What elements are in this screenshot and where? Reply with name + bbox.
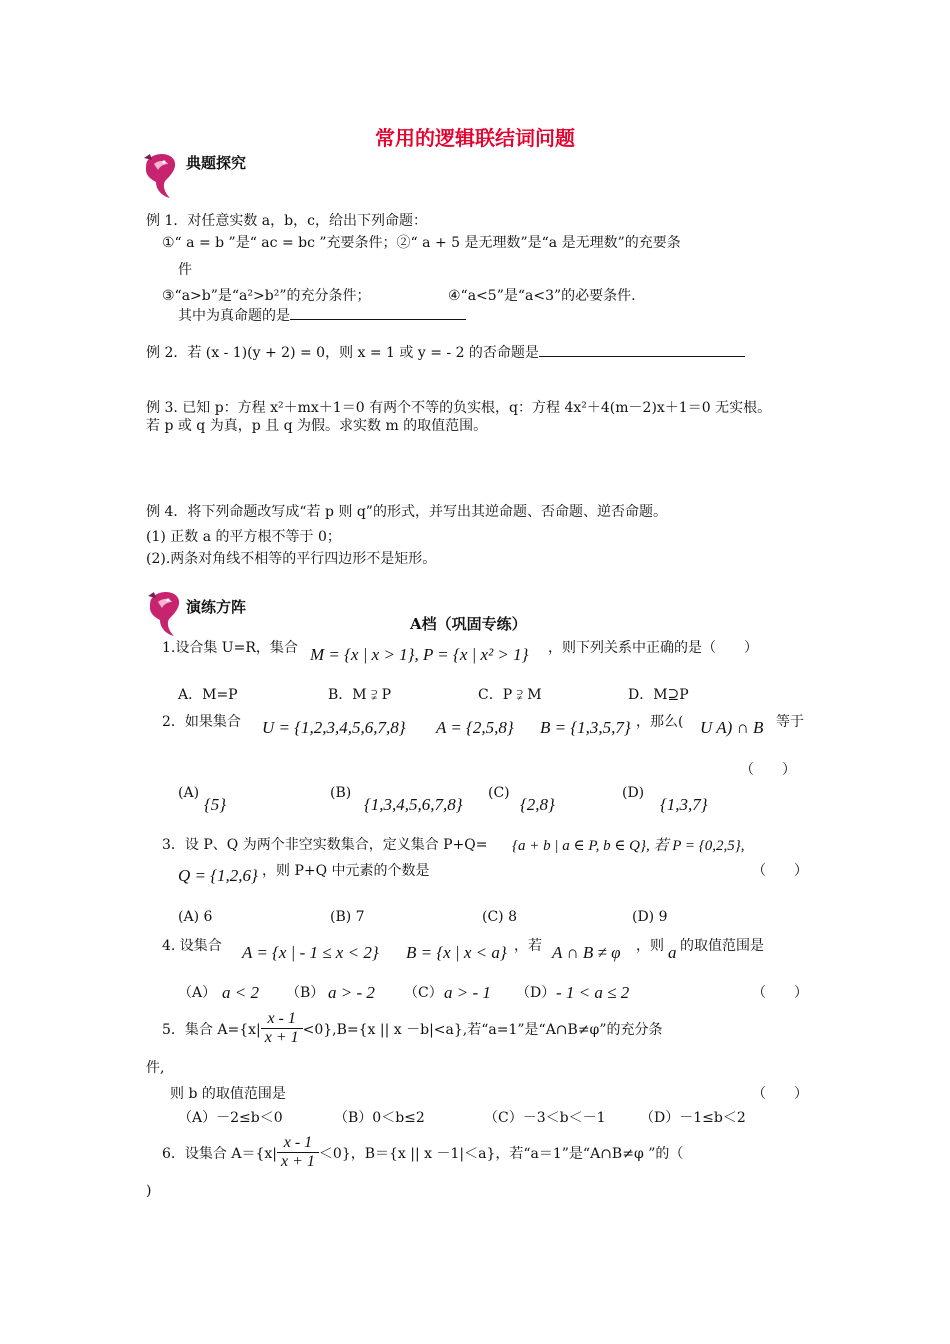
q4-stem-b: ，若 <box>514 938 542 954</box>
q1-option-c[interactable]: C．P ⫌ M <box>478 687 542 703</box>
answer-blank[interactable] <box>290 305 466 320</box>
q5-answer-paren[interactable]: （ ） <box>752 1086 808 1102</box>
ex1-stem: 例 1．对任意实数 a，b，c，给出下列命题： <box>146 213 427 229</box>
ex4-line2: (1) 正数 a 的平方根不等于 0； <box>146 529 341 545</box>
q6-fraction <box>277 1134 319 1171</box>
q5-line3: 则 b 的取值范围是 <box>170 1086 286 1102</box>
q1-stem-b: ，则下列关系中正确的是（ ） <box>548 640 758 656</box>
ex1-question: 其中为真命题的是 <box>178 308 290 324</box>
ex2-text: 例 2．若 (x - 1)(y + 2) = 0，则 x = 1 或 y = - 2 的否命题是 <box>146 345 539 361</box>
q5-denominator: x + 1 <box>264 1029 299 1046</box>
q6-line2: ) <box>146 1183 152 1199</box>
q3-option-b[interactable]: (B) 7 <box>330 909 365 925</box>
q1-stem-a: 1.设合集 U=R，集合 <box>162 640 298 656</box>
q3-answer-paren[interactable]: （ ） <box>752 863 808 879</box>
q3-line2: ，则 P+Q 中元素的个数是 <box>262 863 430 879</box>
q4-var: a <box>668 943 677 962</box>
q3-option-a[interactable]: (A) 6 <box>178 909 213 925</box>
q2-stem-c: 等于 <box>776 714 804 730</box>
q4-option-b[interactable]: a > - 2 <box>328 983 375 1002</box>
dolphin-icon <box>144 588 184 640</box>
q2-option-a-label: (A) <box>178 785 200 801</box>
q5-text-b: <0},B={x || x －b|<a},若“a=1”是“A∩B≠φ”的充分条 <box>302 1021 663 1038</box>
q5-option-a[interactable]: （A）－2≤b＜0 <box>178 1110 283 1126</box>
dolphin-icon <box>140 150 180 202</box>
q2-stem-a: 2．如果集合 <box>162 714 241 730</box>
q6-text-b: ＜0}，B＝{x || x －1|＜a}，若“a＝1”是“A∩B≠φ ”的（ <box>318 1145 684 1162</box>
q1-math: M = {x | x > 1}, P = {x | x² > 1} <box>310 645 529 664</box>
q5-option-d[interactable]: （D）－1≤b＜2 <box>640 1110 746 1126</box>
q2-option-b-label: (B) <box>330 785 352 801</box>
q3-option-c[interactable]: (C) 8 <box>482 909 517 925</box>
q5-numerator: x - 1 <box>261 1010 303 1029</box>
section-heading-practice: 演练方阵 <box>186 598 247 616</box>
q1-option-d[interactable]: D．M⊇P <box>628 687 689 703</box>
q3-math1: {a + b | a ∈ P, b ∈ Q}, 若 P = {0,2,5}, <box>512 838 745 854</box>
q5-line2: 件, <box>146 1060 165 1076</box>
q5-text-a: 5．集合 A={x| <box>162 1021 261 1038</box>
q4-stem-a: 4. 设集合 <box>162 938 222 954</box>
q4-option-d[interactable]: - 1 < a ≤ 2 <box>556 983 630 1002</box>
q4-option-c[interactable]: a > - 1 <box>444 983 491 1002</box>
q2-set-u: U = {1,2,3,4,5,6,7,8} <box>262 718 406 737</box>
q4-option-d-label: （D） <box>516 985 556 1001</box>
ex4-line1: 例 4．将下列命题改写成“若 p 则 q”的形式，并写出其逆命题、否命题、逆否命题。 <box>146 504 667 520</box>
q1-option-b[interactable]: B．M ⫌ P <box>328 687 392 703</box>
q5-fraction <box>261 1010 303 1047</box>
subsection-level-a: A档（巩固专练） <box>410 615 527 633</box>
ex3-line2: 若 p 或 q 为真，p 且 q 为假。求实数 m 的取值范围。 <box>146 418 488 434</box>
q4-stem-c: ，则 <box>636 938 664 954</box>
ex1-line1b: 件 <box>178 262 192 278</box>
ex2-line <box>146 342 745 362</box>
q4-condition: A ∩ B ≠ φ <box>552 943 621 962</box>
q6-numerator: x - 1 <box>277 1134 319 1153</box>
answer-blank[interactable] <box>539 342 745 357</box>
ex1-line2a: ③“a>b”是“a²>b²”的充分条件； <box>162 288 371 304</box>
q5-option-c[interactable]: （C）－3＜b＜－1 <box>484 1110 606 1126</box>
q1-stem <box>162 637 298 657</box>
q2-option-c-label: (C) <box>488 785 510 801</box>
ex1-line1: ①“ a = b ”是“ ac = bc ”充要条件；②“ a + 5 是无理数”是“a 是无理数”的充要条 <box>162 235 681 251</box>
q2-stem-b: ，那么( <box>636 714 684 730</box>
q4-set-a: A = {x | - 1 ≤ x < 2} <box>242 943 379 962</box>
q3-option-d[interactable]: (D) 9 <box>632 909 668 925</box>
q4-option-b-label: （B） <box>286 985 325 1001</box>
q4-option-a-label: （A） <box>178 985 217 1001</box>
q2-option-d-label: (D) <box>622 785 645 801</box>
q2-option-b[interactable]: {1,3,4,5,6,7,8} <box>364 795 463 814</box>
page-title: 常用的逻辑联结词问题 <box>375 126 575 150</box>
q3-math2: Q = {1,2,6} <box>178 866 258 885</box>
q2-expression: U A) ∩ B <box>700 718 764 737</box>
q4-option-a[interactable]: a < 2 <box>222 983 259 1002</box>
q2-answer-paren[interactable]: （ ） <box>740 762 796 778</box>
q5-line1 <box>162 1010 663 1047</box>
ex1-line2b: ④“a<5”是“a<3”的必要条件. <box>448 288 636 304</box>
q1-option-a[interactable]: A．M=P <box>178 687 238 703</box>
q4-answer-paren[interactable]: （ ） <box>752 985 808 1001</box>
section-heading-explore: 典题探究 <box>186 154 247 172</box>
q2-set-b: B = {1,3,5,7} <box>540 718 631 737</box>
q5-option-b[interactable]: （B）0＜b≤2 <box>334 1110 425 1126</box>
q2-option-a[interactable]: {5} <box>204 795 227 814</box>
q3-line1: 3．设 P、Q 为两个非空实数集合，定义集合 P+Q= <box>162 837 488 853</box>
ex1-line3 <box>178 305 466 325</box>
q6-line1 <box>162 1134 683 1171</box>
q6-denominator: x + 1 <box>281 1153 315 1170</box>
q4-set-b: B = {x | x < a} <box>406 943 507 962</box>
q2-option-c[interactable]: {2,8} <box>520 795 555 814</box>
q4-stem-d: 的取值范围是 <box>680 938 764 954</box>
ex4-line3: (2).两条对角线不相等的平行四边形不是矩形。 <box>146 551 437 567</box>
ex3-line1: 例 3. 已知 p：方程 x²＋mx＋1＝0 有两个不等的负实根，q：方程 4x²＋4(m－2)x＋1＝0 无实根。 <box>146 400 772 416</box>
q2-option-d[interactable]: {1,3,7} <box>660 795 708 814</box>
q2-set-a: A = {2,5,8} <box>436 718 514 737</box>
q4-option-c-label: （C） <box>404 985 443 1001</box>
q6-text-a: 6．设集合 A＝{x| <box>162 1145 277 1162</box>
